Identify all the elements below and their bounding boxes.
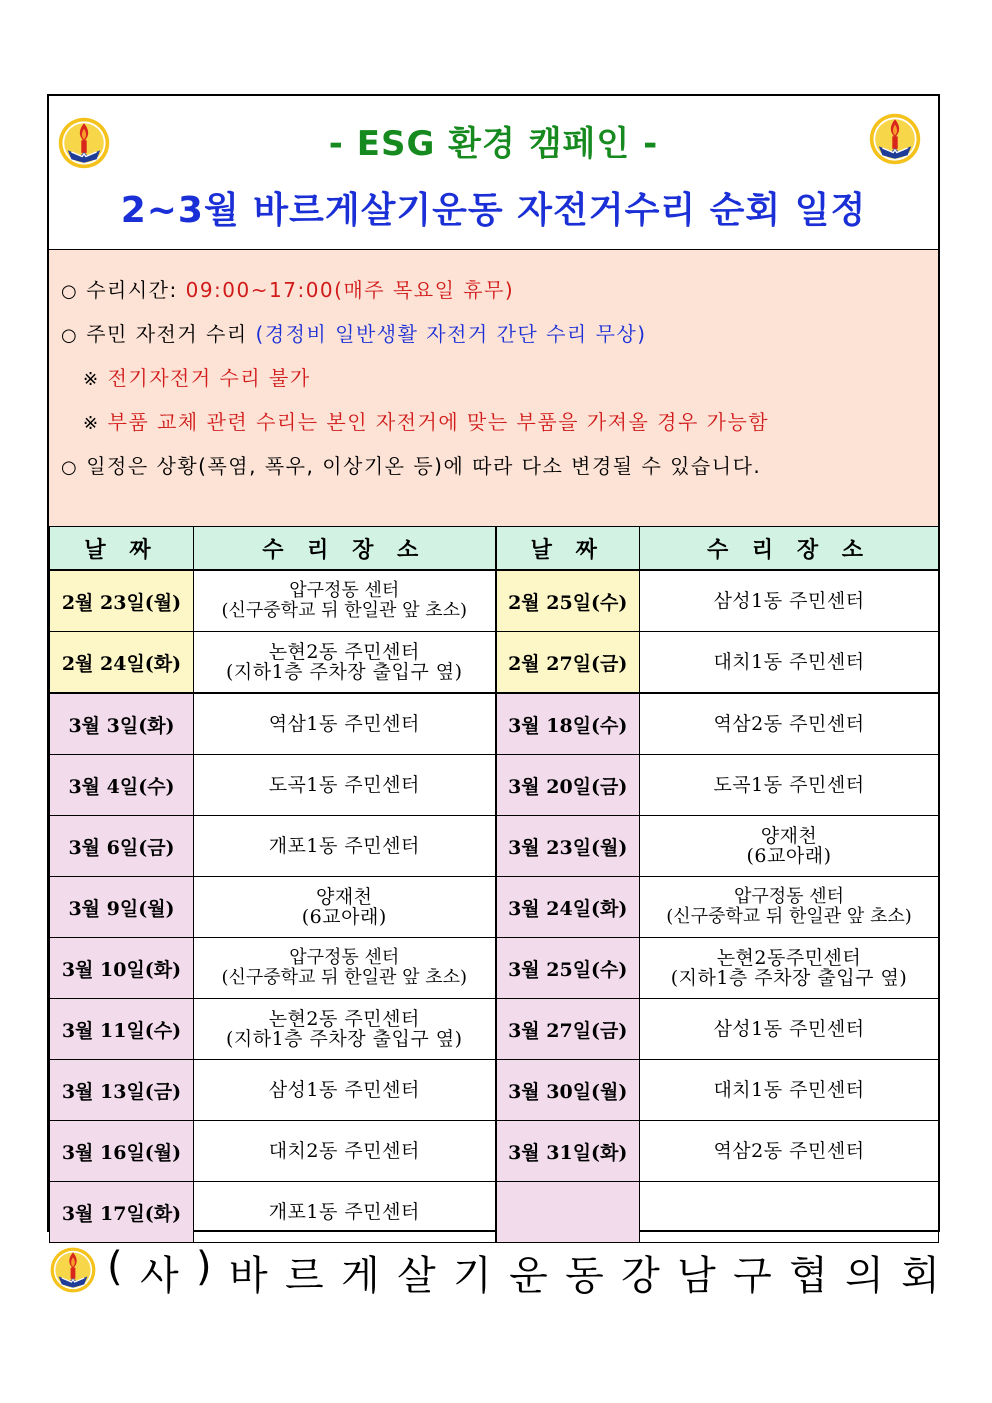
organization-char: 사 [139, 1253, 179, 1299]
location-line: 논현2동주민센터 [716, 947, 862, 969]
empty-location-cell [640, 1182, 939, 1243]
location-line: (6교아래) [746, 845, 832, 867]
location-line: 논현2동 주민센터 [268, 641, 420, 663]
location-cell [640, 816, 939, 877]
location-line: (지하1층 주차장 출입구 옆) [225, 661, 463, 683]
bareun-salgi-emblem-icon [49, 1246, 97, 1294]
table-row [50, 570, 939, 632]
table-row [50, 999, 939, 1060]
date-cell: 3월 10일(화) [50, 938, 194, 999]
notice-line [83, 406, 769, 435]
location-cell [194, 816, 496, 877]
header [49, 96, 938, 250]
table-header-row [50, 527, 939, 571]
location-line: 삼성1동 주민센터 [713, 590, 865, 612]
date-cell: 3월 31일(화) [496, 1121, 640, 1182]
column-header-date: 날 짜 [496, 527, 640, 571]
location-line: 압구정동 센터 [733, 886, 845, 907]
date-cell: 3월 13일(금) [50, 1060, 194, 1121]
notice-line [83, 362, 311, 391]
organization-char: 협 [789, 1253, 828, 1299]
location-cell [640, 999, 939, 1060]
date-cell: 2월 25일(수) [496, 570, 640, 632]
location-cell [194, 755, 496, 816]
organization-char: 기 [453, 1253, 492, 1299]
bullet-mark: ○ [61, 281, 79, 302]
notice-text: 전기자전거 수리 불가 [107, 366, 311, 390]
empty-date-cell [496, 1182, 640, 1243]
table-row [50, 1182, 939, 1243]
bullet-mark: ○ [61, 457, 79, 478]
schedule-table [49, 526, 939, 1243]
notice-line [61, 274, 514, 303]
organization-char: 게 [341, 1253, 380, 1299]
location-line: 압구정동 센터 [289, 580, 400, 601]
date-cell: 3월 20일(금) [496, 755, 640, 816]
location-line: (신구중학교 뒤 한일관 앞 초소) [221, 967, 468, 988]
location-line: (6교아래) [301, 906, 387, 928]
notice-text: 일정은 상황(폭염, 폭우, 이상기온 등)에 따라 다소 변경될 수 있습니다. [86, 454, 762, 478]
column-header-location: 수 리 장 소 [194, 527, 496, 571]
organization-char: ( [107, 1244, 123, 1290]
location-line: 역삼2동 주민센터 [713, 1140, 865, 1162]
location-line: 역삼2동 주민센터 [713, 713, 865, 735]
notice-text: 수리시간: [86, 278, 186, 302]
organization-char: 살 [397, 1253, 436, 1299]
organization-name [107, 1244, 940, 1301]
location-line: 대치2동 주민센터 [268, 1140, 420, 1162]
table-row [50, 755, 939, 816]
location-cell [640, 693, 939, 755]
location-line: 양재천 [315, 886, 373, 908]
location-cell [194, 632, 496, 694]
organization-char: 강 [621, 1253, 660, 1299]
date-cell: 3월 27일(금) [496, 999, 640, 1060]
notice-text: 부품 교체 관련 수리는 본인 자전거에 맞는 부품을 가져올 경우 가능함 [107, 410, 770, 434]
table-row [50, 816, 939, 877]
date-cell: 3월 30일(월) [496, 1060, 640, 1121]
bullet-mark: ○ [61, 325, 79, 346]
organization-char: 구 [733, 1253, 772, 1299]
notice-text: (경정비 일반생활 자전거 간단 수리 무상) [255, 322, 647, 346]
organization-char: 회 [901, 1253, 940, 1299]
date-cell: 3월 11일(수) [50, 999, 194, 1060]
location-line: 도곡1동 주민센터 [268, 774, 420, 796]
page-title: 2~3월 바르게살기운동 자전거수리 순회 일정 [120, 190, 867, 231]
location-line: (신구중학교 뒤 한일관 앞 초소) [666, 906, 912, 927]
location-cell [640, 877, 939, 938]
notice-box [49, 250, 938, 526]
organization-char: 르 [285, 1253, 324, 1299]
location-line: 압구정동 센터 [289, 947, 400, 968]
table-row [50, 1121, 939, 1182]
table-row [50, 632, 939, 694]
campaign-subtitle: - ESG 환경 캠페인 - [328, 124, 659, 164]
location-cell [640, 755, 939, 816]
table-row [50, 693, 939, 755]
location-line: 논현2동 주민센터 [268, 1008, 420, 1030]
notice-text: 09:00~17:00(매주 목요일 휴무) [185, 278, 515, 302]
location-cell [194, 938, 496, 999]
column-header-date: 날 짜 [50, 527, 194, 571]
table-row [50, 877, 939, 938]
location-line: (지하1층 주차장 출입구 옆) [670, 967, 908, 989]
bullet-mark: ※ [83, 413, 100, 434]
location-cell [194, 693, 496, 755]
location-line: 대치1동 주민센터 [713, 651, 865, 673]
organization-char: 남 [677, 1253, 716, 1299]
table-row [50, 938, 939, 999]
date-cell: 3월 17일(화) [50, 1182, 194, 1243]
location-line: 개포1동 주민센터 [268, 835, 420, 857]
notice-line [61, 318, 647, 347]
table-row [50, 1060, 939, 1121]
location-cell [640, 570, 939, 632]
date-cell: 2월 27일(금) [496, 632, 640, 694]
location-line: 대치1동 주민센터 [713, 1079, 865, 1101]
location-line: 양재천 [760, 825, 818, 847]
location-line: (지하1층 주차장 출입구 옆) [225, 1028, 463, 1050]
date-cell: 3월 6일(금) [50, 816, 194, 877]
date-cell: 3월 24일(화) [496, 877, 640, 938]
date-cell: 3월 3일(화) [50, 693, 194, 755]
location-line: 개포1동 주민센터 [268, 1201, 420, 1223]
location-cell [194, 999, 496, 1060]
location-cell [640, 632, 939, 694]
organization-char: 의 [845, 1253, 884, 1299]
notice-text: 주민 자전거 수리 [86, 322, 256, 346]
location-cell [194, 877, 496, 938]
date-cell: 3월 18일(수) [496, 693, 640, 755]
column-header-location: 수 리 장 소 [640, 527, 939, 571]
date-cell: 2월 23일(월) [50, 570, 194, 632]
location-cell [640, 1121, 939, 1182]
organization-char: 동 [565, 1253, 604, 1299]
organization-char: ) [196, 1244, 212, 1290]
location-line: 도곡1동 주민센터 [713, 774, 865, 796]
location-cell [640, 1060, 939, 1121]
date-cell: 3월 25일(수) [496, 938, 640, 999]
location-line: 삼성1동 주민센터 [713, 1018, 865, 1040]
date-cell: 3월 16일(월) [50, 1121, 194, 1182]
date-cell: 3월 4일(수) [50, 755, 194, 816]
location-cell [194, 1182, 496, 1243]
location-cell [640, 938, 939, 999]
location-cell [194, 1121, 496, 1182]
organization-char: 바 [228, 1253, 268, 1299]
location-line: 삼성1동 주민센터 [268, 1079, 420, 1101]
location-cell [194, 1060, 496, 1121]
bullet-mark: ※ [83, 369, 100, 390]
date-cell: 3월 23일(월) [496, 816, 640, 877]
location-line: 역삼1동 주민센터 [268, 713, 420, 735]
date-cell: 3월 9일(월) [50, 877, 194, 938]
organization-char: 운 [509, 1253, 548, 1299]
notice-line [61, 450, 761, 479]
location-line: (신구중학교 뒤 한일관 앞 초소) [221, 600, 468, 621]
date-cell: 2월 24일(화) [50, 632, 194, 694]
location-cell [194, 570, 496, 632]
footer [47, 1240, 940, 1300]
document-frame [47, 94, 940, 1232]
